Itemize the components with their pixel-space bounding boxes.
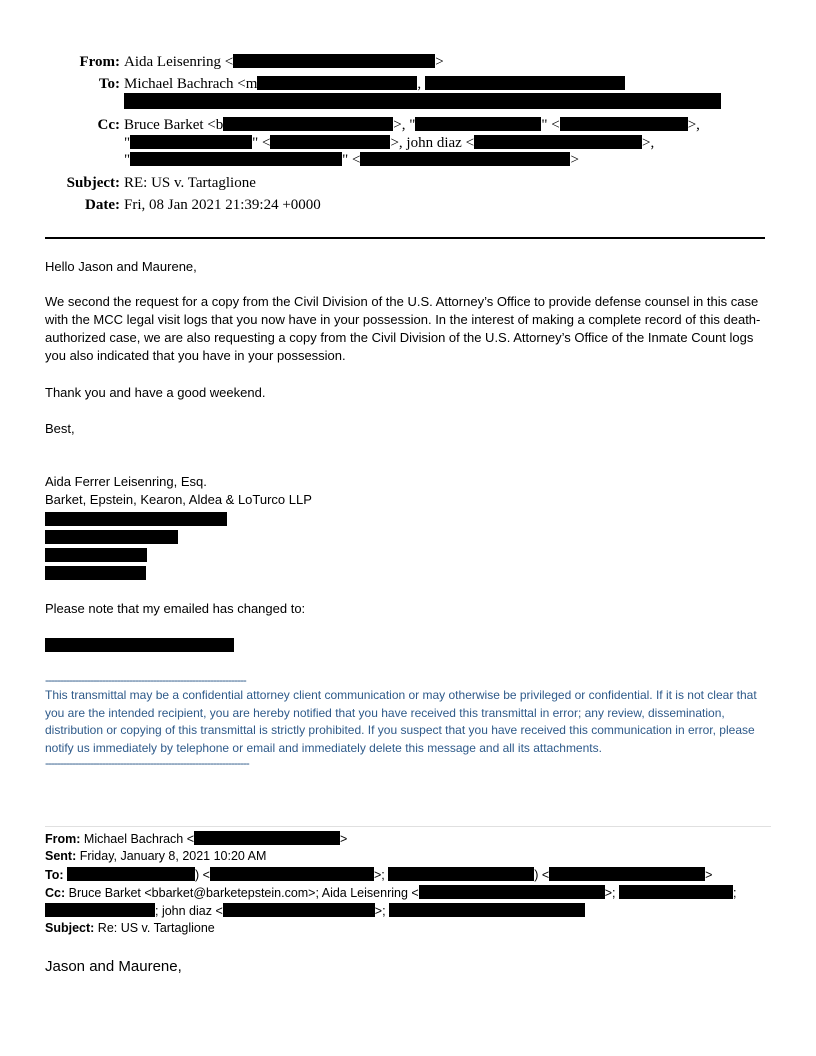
from-value: Aida Leisenring < > — [124, 54, 444, 70]
disclaimer-divider-bottom: -------------------------------------------------------------------- — [45, 756, 249, 770]
redaction — [388, 867, 534, 881]
redaction — [360, 152, 570, 166]
fwd-to-line: To: ) < >; ) < > — [45, 868, 713, 882]
to-value: Michael Bachrach <m , — [124, 76, 625, 93]
fwd-subject-line: Subject: Re: US v. Tartaglione — [45, 921, 215, 935]
redaction — [45, 512, 227, 526]
disclaimer-divider-top: ------------------------------------------------------------------- — [45, 673, 246, 687]
fwd-greeting: Jason and Maurene, — [45, 958, 182, 975]
redaction — [419, 885, 605, 899]
redaction — [45, 548, 147, 562]
redaction — [45, 903, 155, 917]
fwd-from-line: From: Michael Bachrach < > — [45, 832, 348, 846]
date-label: Date: — [85, 197, 120, 213]
greeting: Hello Jason and Maurene, — [45, 259, 197, 274]
redaction — [45, 638, 234, 652]
signature-name: Aida Ferrer Leisenring, Esq. — [45, 474, 207, 489]
cc-label: Cc: — [97, 117, 120, 133]
redaction — [67, 867, 195, 881]
redaction — [257, 76, 417, 90]
redaction — [45, 530, 178, 544]
date-value: Fri, 08 Jan 2021 21:39:24 +0000 — [124, 197, 321, 213]
redaction — [549, 867, 705, 881]
to-label: To: — [98, 76, 120, 92]
redaction — [223, 117, 393, 131]
cc-line-3: " " < > — [124, 152, 579, 168]
disclaimer-text: This transmittal may be a confidential attorney client communication or may otherwise be privileged or confidential. If it is not clear that you are the intended recipient, you are hereby notified that you have received this transmittal in error; any review, dissemination, distribution or copying of this transmittal is strictly prohibited. If you suspect that you have received this communication in error, please notify us immediately by telephone or email and immediately delete this message and all its attachments. — [45, 688, 757, 755]
subject-label: Subject: — [66, 175, 120, 191]
redaction — [130, 152, 342, 166]
redaction — [233, 54, 435, 68]
cc-line-1: Bruce Barket <b >, " " < >, — [124, 117, 700, 133]
thanks-line: Thank you and have a good weekend. — [45, 385, 266, 400]
redaction — [474, 135, 642, 149]
body-paragraph: We second the request for a copy from the Civil Division of the U.S. Attorney’s Office to provide defense counsel in this case with the MCC legal visit logs that you now have in your possession. In the interest of making a complete record of this death-authorized case, we are also requesting a copy from the Civil Division of the U.S. Attorney’s Office of the Inmate Count logs you also indicated that you have in your possession. — [45, 294, 761, 363]
cc-line-2: " " < >, john diaz < >, — [124, 135, 655, 151]
redaction — [124, 93, 721, 109]
redaction — [389, 903, 585, 917]
redaction — [270, 135, 390, 149]
header-divider — [45, 237, 765, 239]
redaction — [619, 885, 733, 899]
redaction — [223, 903, 375, 917]
redaction — [194, 831, 340, 845]
fwd-cc-line-2: ; john diaz < >; — [45, 903, 585, 918]
fwd-cc-line: Cc: Bruce Barket <bbarket@barketepstein.com>; Aida Leisenring < >; ; — [45, 886, 737, 900]
forward-separator — [45, 826, 771, 827]
fwd-sent-line: Sent: Friday, January 8, 2021 10:20 AM — [45, 849, 267, 863]
signature-firm: Barket, Epstein, Kearon, Aldea & LoTurco LLP — [45, 492, 312, 507]
redaction — [415, 117, 541, 131]
email-change-note: Please note that my emailed has changed to: — [45, 601, 306, 616]
redaction — [210, 867, 374, 881]
redaction — [130, 135, 252, 149]
redaction — [45, 566, 146, 580]
redaction — [560, 117, 688, 131]
subject-value: RE: US v. Tartaglione — [124, 175, 256, 191]
signoff: Best, — [45, 421, 75, 436]
redaction — [425, 76, 625, 90]
from-label: From: — [79, 54, 120, 70]
